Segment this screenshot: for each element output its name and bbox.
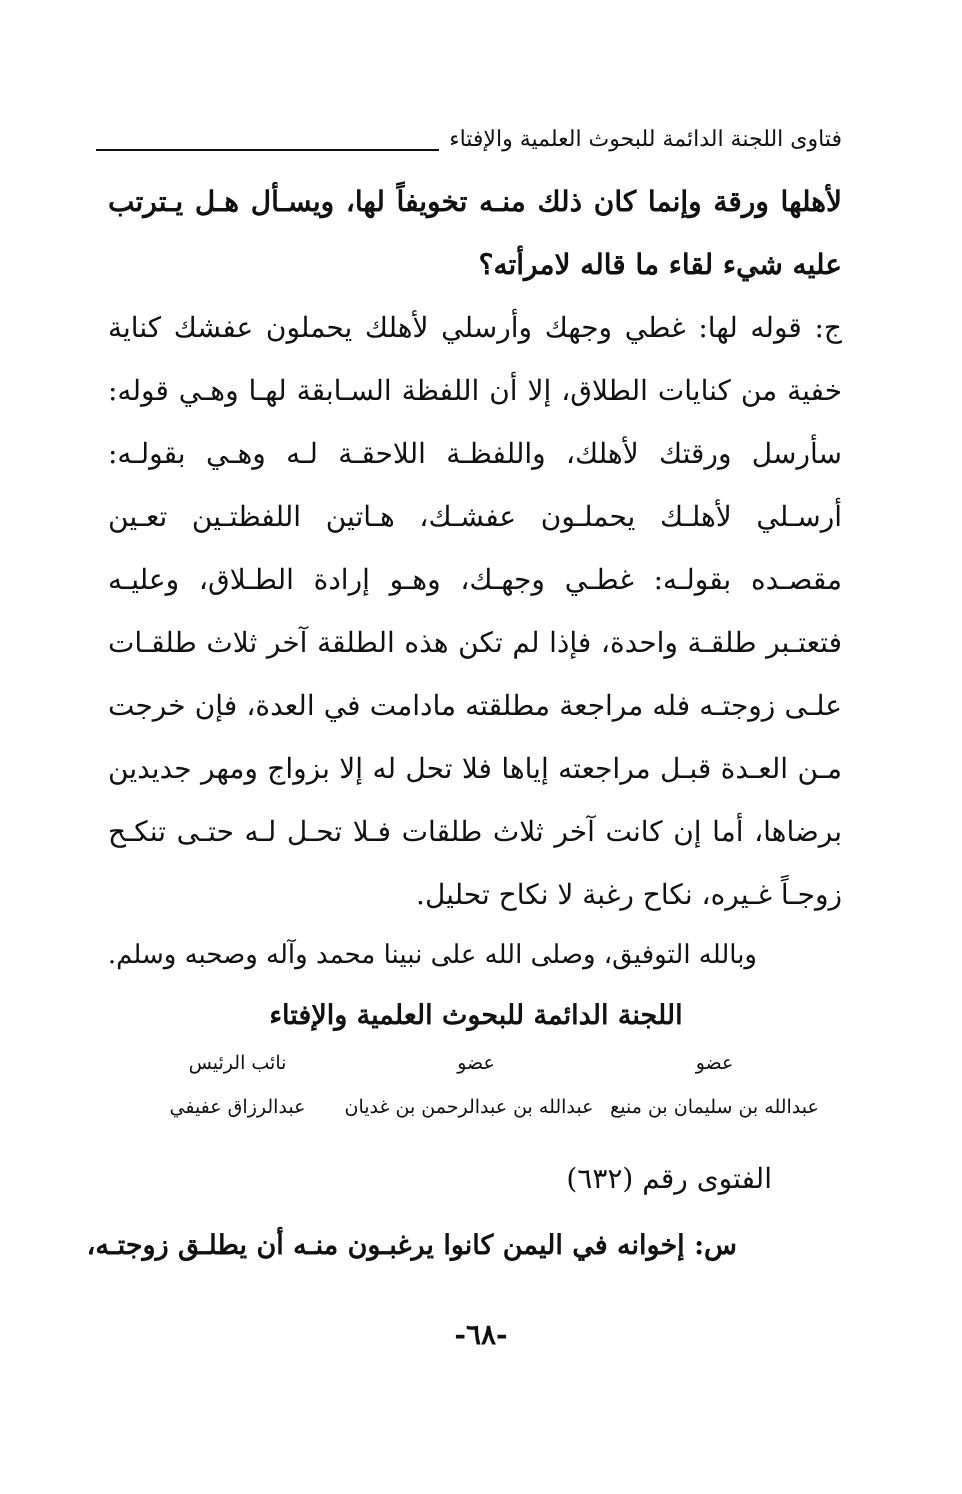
signatory-names: [120, 1096, 832, 1118]
answer-paragraph: ج: قوله لها: غطي وجهك وأرسلي لأهلك يحملون عفشك كناية خفية من كنايات الطلاق، إلا أن اللفظة السـابقة لهـا وهـي قوله: سأرسل ورقتك لأهلك، واللفظـة اللاحقـة لـه وهـي بقولـه: أرسـلي لأهلـك يحملـون عفشـك، هـاتين اللفظتـين تعـين مقصـده بقولـه: غطـي وجهـك، وهـو إرادة الطـلاق، وعليـه فتعتـبر طلقـة واحدة، فإذا لم تكن هذه الطلقة آخر ثلاث طلقـات علـى زوجتـه فله مراجعة مطلقته مادامت في العدة، فإن خرجت مـن العـدة قبـل مراجعته إياها فلا تحل له إلا بزواج ومهر جديدين برضاها، أما إن كانت آخر ثلاث طلقات فـلا تحـل لـه حتـى تنكـح زوجـاً غـيره، نكاح رغبة لا نكاح تحليل.: [108, 311, 842, 911]
fatwa-body: [108, 170, 842, 926]
signatory-roles: [120, 1052, 832, 1074]
question-continuation: لأهلها ورقة وإنما كان ذلك منـه تخويفاً لها، ويسـأل هـل يـترتب عليه شيء لقاء ما قاله لامرأته؟: [108, 185, 842, 281]
signatory-name: عبدالله بن عبدالرحمن بن غديان: [344, 1096, 594, 1118]
signatory-role: عضو: [695, 1052, 734, 1074]
signatory-role: نائب الرئيس: [188, 1052, 287, 1074]
signatory-name: عبدالله بن سليمان بن منيع: [610, 1096, 819, 1118]
fatwa-number: الفتوى رقم (٦٣٢): [566, 1162, 772, 1195]
signatory-name: عبدالرزاق عفيفي: [169, 1096, 306, 1118]
running-header: [96, 115, 842, 155]
committee-title: اللجنة الدائمة للبحوث العلمية والإفتاء: [269, 1000, 683, 1031]
header-rule: [96, 149, 439, 151]
closing-line: وبالله التوفيق، وصلى الله على نبينا محمد وآله وصحبه وسلم.: [107, 940, 757, 970]
running-title: فتاوى اللجنة الدائمة للبحوث العلمية والإفتاء: [449, 127, 842, 152]
page-number: -٦٨-: [454, 1318, 508, 1351]
signatory-role: عضو: [457, 1052, 495, 1074]
next-question: س: إخوانه في اليمن كانوا يرغبـون منـه أن يطلـق زوجتـه،: [86, 1230, 737, 1261]
